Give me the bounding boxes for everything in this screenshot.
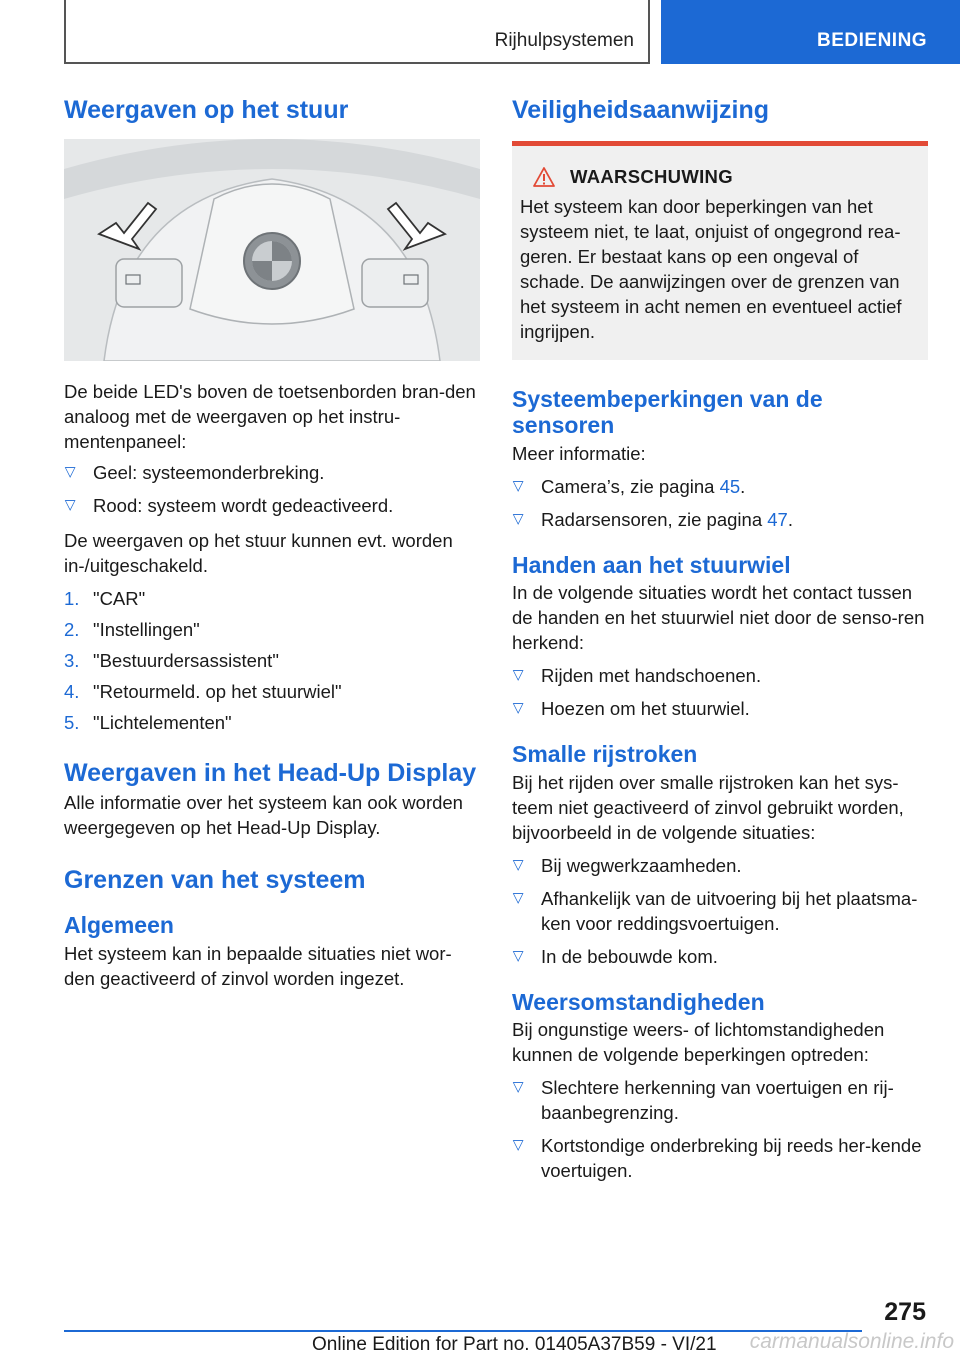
list-item: ▷ Bij wegwerkzaamheden. bbox=[512, 853, 928, 878]
list-item bbox=[64, 710, 480, 735]
settings-steps-list bbox=[64, 586, 480, 735]
general-title: Algemeen bbox=[64, 912, 174, 939]
step-text: "Lichtelementen" bbox=[93, 711, 232, 733]
narrow-lanes-list bbox=[512, 853, 928, 969]
general-text: Het systeem kan in bepaalde situaties niet wor-den geactiveerd of zinvol worden ingezet. bbox=[64, 942, 452, 989]
list-item: ▷ Rijden met handschoenen. bbox=[512, 663, 928, 688]
led-list bbox=[64, 460, 480, 518]
warning-triangle-icon bbox=[532, 166, 556, 188]
hands-title: Handen aan het stuurwiel bbox=[512, 551, 791, 578]
sensor-item-text: Radarsensoren, zie pagina bbox=[541, 508, 768, 530]
warning-text: Het systeem kan door beperkingen van het systeem niet, te laat, onjuist of ongegrond rea-geren. Er bestaat kans op een ongeval of schade. De aanwijzingen over de grenzen van het systeem in acht nemen en eventueel actief ingrijpen. bbox=[520, 195, 902, 342]
steering-wheel-illustration bbox=[64, 139, 480, 361]
list-item bbox=[64, 586, 480, 611]
sensor-item-text: Camera’s, zie pagina bbox=[541, 475, 720, 497]
hands-text: In de volgende situaties wordt het contact tussen de handen en het stuurwiel niet door de senso-ren herkend: bbox=[512, 582, 925, 654]
footer-rule bbox=[64, 1330, 862, 1332]
weather-title: Weersomstandigheden bbox=[512, 988, 765, 1015]
step-text: "CAR" bbox=[93, 587, 146, 609]
step-number: 1. bbox=[64, 587, 80, 609]
step-text: "Bestuurdersassistent" bbox=[93, 649, 279, 671]
edition-text: Online Edition for Part no. 01405A37B59 - VI/21 bbox=[312, 1334, 717, 1355]
step-text: "Instellingen" bbox=[93, 618, 200, 640]
list-item bbox=[64, 679, 480, 704]
sensor-limits-title: Systeembeperkingen van de sensoren bbox=[512, 385, 823, 439]
more-info-text: Meer informatie: bbox=[512, 442, 646, 464]
header-section-title: Rijhulpsystemen bbox=[494, 30, 634, 51]
step-number: 4. bbox=[64, 680, 80, 702]
limits-title: Grenzen van het systeem bbox=[64, 865, 366, 894]
warning-label: WAARSCHUWING bbox=[570, 165, 733, 187]
led-intro-text: De beide LED's boven de toetsenborden bran-den analoog met de weergaven op het instru-mentenpaneel: bbox=[64, 380, 476, 452]
hud-title: Weergaven in het Head-Up Display bbox=[64, 758, 477, 787]
sensor-item-end: . bbox=[787, 508, 793, 530]
page-header bbox=[0, 0, 960, 66]
page-number: 275 bbox=[884, 1298, 926, 1326]
steering-displays-title: Weergaven op het stuur bbox=[64, 96, 349, 124]
step-number: 3. bbox=[64, 649, 80, 671]
right-column bbox=[512, 96, 928, 1193]
sensor-item-end: . bbox=[740, 475, 746, 497]
page-link[interactable]: 45 bbox=[719, 475, 741, 497]
warning-box bbox=[512, 146, 928, 360]
step-text: "Retourmeld. op het stuurwiel" bbox=[93, 680, 342, 702]
list-item: ▷ In de bebouwde kom. bbox=[512, 944, 928, 969]
weather-text: Bij ongunstige weers- of lichtomstandigheden kunnen de volgende beperkingen optreden: bbox=[512, 1018, 885, 1065]
list-item: ▷ Geel: systeemonderbreking. bbox=[64, 460, 480, 485]
weather-list bbox=[512, 1075, 928, 1183]
hud-text: Alle informatie over het systeem kan ook worden weergegeven op het Head-Up Display. bbox=[64, 791, 463, 838]
page-link[interactable]: 47 bbox=[767, 508, 788, 530]
watermark: carmanualsonline.info bbox=[749, 1330, 954, 1353]
narrow-lanes-title: Smalle rijstroken bbox=[512, 741, 698, 768]
safety-title: Veiligheidsaanwijzing bbox=[512, 96, 770, 124]
list-item: ▷ Slechtere herkenning van voertuigen en rij-baanbegrenzing. bbox=[512, 1075, 928, 1125]
hands-list bbox=[512, 663, 928, 721]
sensor-list bbox=[512, 474, 928, 532]
list-item bbox=[64, 648, 480, 673]
toggle-text: De weergaven op het stuur kunnen evt. worden in-/uitgeschakeld. bbox=[64, 529, 453, 576]
narrow-lanes-text: Bij het rijden over smalle rijstroken kan het sys-teem niet geactiveerd of zinvol gebruikt worden, bijvoorbeeld in de volgende situaties: bbox=[512, 771, 904, 843]
list-item bbox=[512, 474, 928, 499]
left-column bbox=[64, 96, 480, 1005]
steering-wheel-figure bbox=[64, 139, 480, 361]
list-item: ▷ Hoezen om het stuurwiel. bbox=[512, 696, 928, 721]
header-chapter-label: BEDIENING bbox=[817, 30, 928, 51]
step-number: 2. bbox=[64, 618, 80, 640]
list-item bbox=[512, 507, 928, 532]
list-item: ▷ Kortstondige onderbreking bij reeds her-kende voertuigen. bbox=[512, 1133, 928, 1183]
warning-heading bbox=[532, 166, 920, 188]
step-number: 5. bbox=[64, 711, 80, 733]
list-item: ▷ Afhankelijk van de uitvoering bij het plaatsma-ken voor reddingsvoertuigen. bbox=[512, 886, 928, 936]
header-chapter-tab bbox=[661, 0, 960, 64]
header-section-box bbox=[64, 0, 650, 64]
list-item: ▷ Rood: systeem wordt gedeactiveerd. bbox=[64, 493, 480, 518]
list-item bbox=[64, 617, 480, 642]
